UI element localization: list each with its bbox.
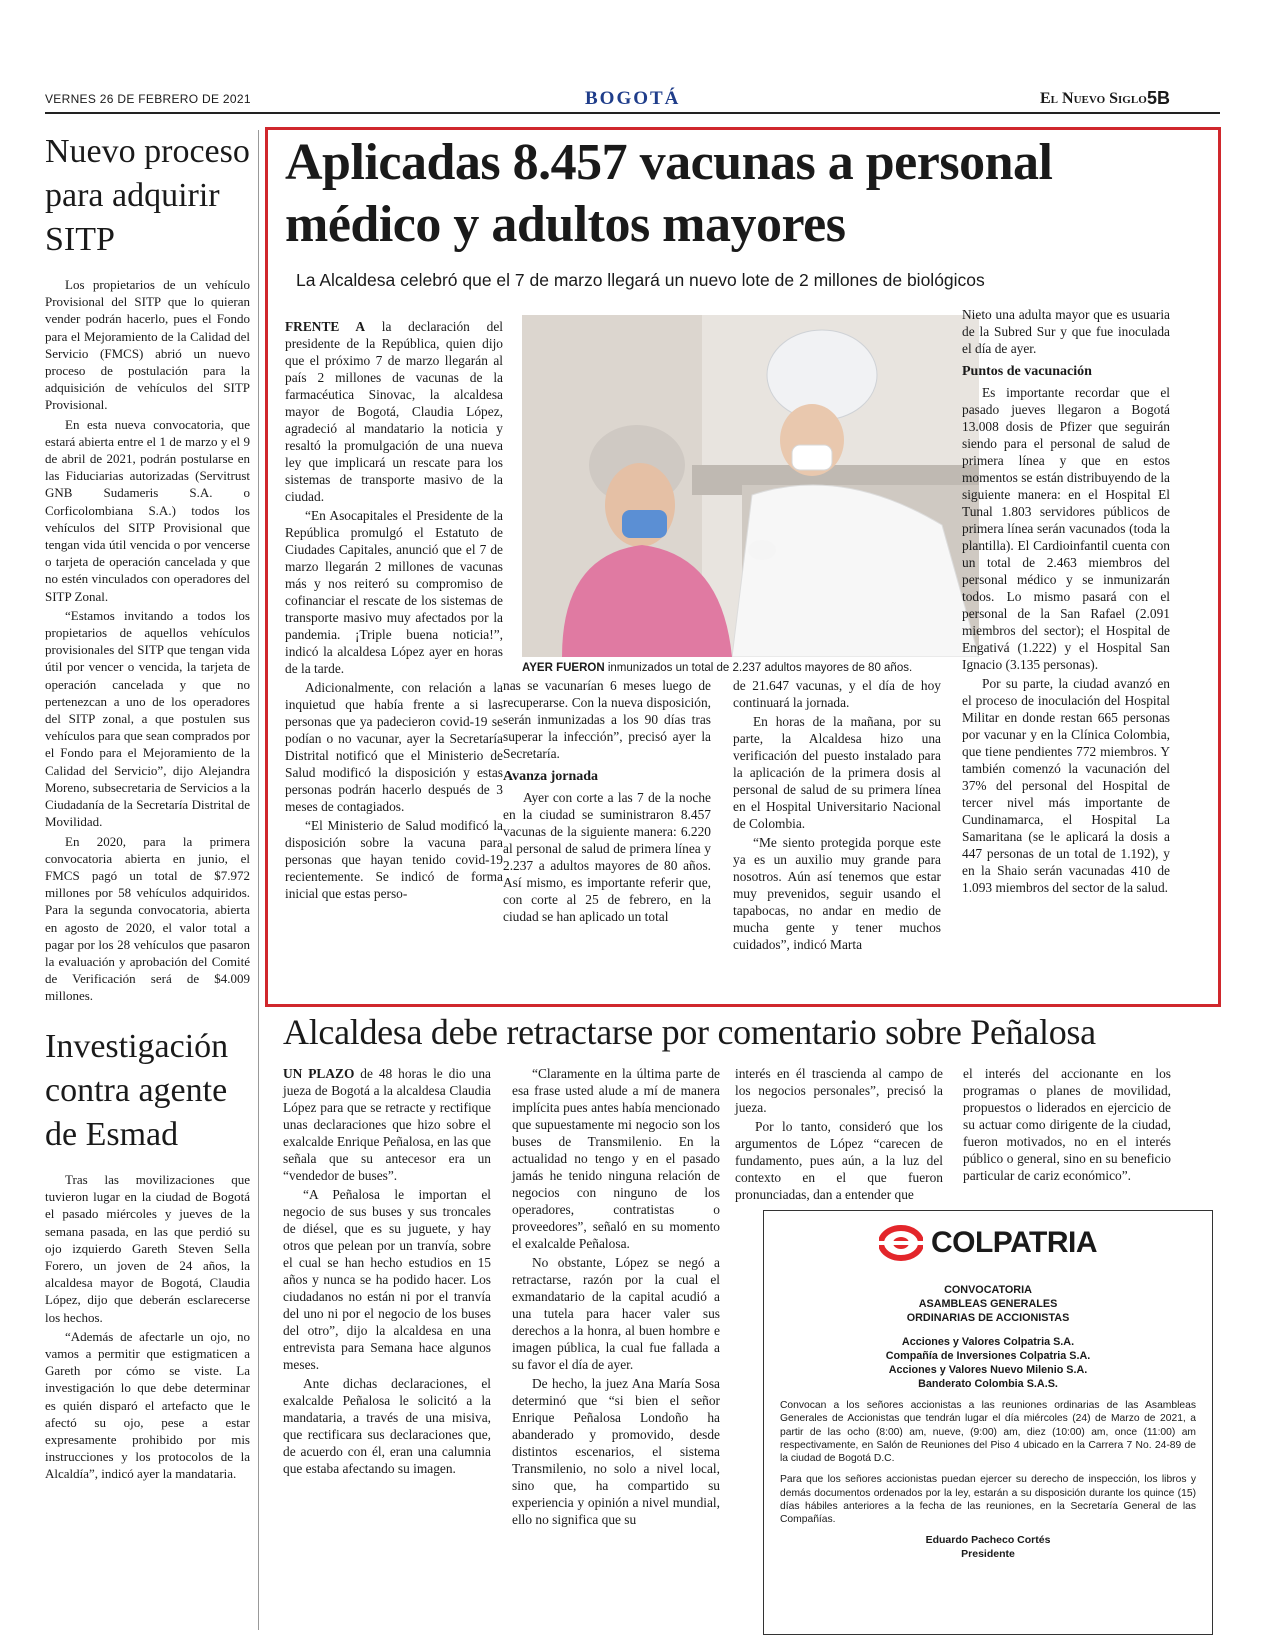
penalosa-lead: UN PLAZO: [283, 1066, 355, 1081]
esmad-title: Investigación contra agente de Esmad: [45, 1028, 229, 1153]
caption-text: inmunizados un total de 2.237 adultos mayores de 80 años.: [604, 662, 913, 674]
vaccine-paragraph: En horas de la mañana, por su parte, la Alcaldesa hizo una verificación del puesto instalado para la aplicación de la primera dosis al personal de salud de su primera línea en el Hospital Universitario Nacional de Colombia.: [733, 714, 941, 831]
ad-company: Compañía de Inversiones Colpatria S.A.: [885, 1350, 1091, 1362]
penalosa-paragraph: [283, 1065, 491, 1184]
vaccine-lead: FRENTE A: [285, 319, 365, 334]
ad-company: Acciones y Valores Colpatria S.A.: [901, 1336, 1075, 1348]
header-rule: [45, 112, 1220, 114]
penalosa-paragraph: “Claramente en la última parte de esa frase usted alude a mí de manera implícita pues antes había mencionado que supuestamente mi negocio son los buses de Transmilenio. En la actualidad no tengo y en el pasado jamás he tenido ninguna relación de negocios con ninguno de los operadores, contratistas o proveedores”, señaló en su momento el exalcalde Peñalosa.: [512, 1066, 720, 1251]
ad-signer: Eduardo Pacheco Cortés: [925, 1533, 1051, 1546]
penalosa-col-1: [283, 1065, 491, 1479]
penalosa-paragraph: el interés del accionante en los programas o planes de movilidad, propuestos o liderados en ejercicio de su actuar como dirigente de la ciudad, fueron motivados, no en el interés público o general, sino en su beneficio particular de cariz económico”.: [963, 1066, 1171, 1183]
sitp-title: Nuevo proceso para adquirir SITP: [45, 133, 250, 258]
vaccine-col-2: [503, 677, 711, 927]
penalosa-lead-text: de 48 horas le dio una jueza de Bogotá a la alcaldesa Claudia López para que se retracte y rectifique unas declaraciones que hizo sobre el exalcalde Enrique Peñalosa, en las que señala que su antecesor era un “vendedor de buses”.: [283, 1066, 491, 1183]
vaccine-paragraph: “El Ministerio de Salud modificó la disposición sobre la vacuna para personas que hayan tenido covid-19 recientemente. Se indicó de forma inicial que estas perso-: [285, 818, 503, 901]
ad-title-line: ORDINARIAS DE ACCIONISTAS: [906, 1312, 1070, 1324]
vaccine-paragraph: “En Asocapitales el Presidente de la República promulgó el Estatuto de Ciudades Capitales, anunció que el 7 de marzo llegarán 2 millones de vacunas más y nos reiteró su compromiso de cofinanciar el rescate de los sistemas de transporte masivo muy afectados por la pandemia. ¡Triple buena noticia!”, indicó la alcaldesa López ayer en horas de la tarde.: [285, 508, 503, 676]
sitp-paragraph: En esta nueva convocatoria, que estará abierta entre el 1 de marzo y el 9 de abril de 2021, podrán postularse en las Fiduciarias autorizadas (Servitrust GNB Sudameris S.A. o Corficolombiana S.A.) todos los vehículos del SITP Provisional que tengan vida útil vencida o por vencerse o tarjeta de operación cancelada y que no estén vinculados con operadores del SITP Zonal.: [45, 416, 250, 604]
issue-date: VERNES 26 DE FEBRERO DE 2021: [45, 92, 251, 106]
penalosa-col-4: [963, 1065, 1171, 1186]
ad-body-1: Convocan a los señores accionistas a las reuniones ordinarias de las Asambleas Generales de Accionistas que tendrán lugar el día miércoles (24) de Marzo de 2021, a partir de las ocho (8:00) am, nueve, (9:00) am, diez (10:00) am, once (11:00) am respectivamente, en Salón de Reuniones del Piso 4 ubicado en la Carrera 7 No. 24-89 de la ciudad de Bogotá D.C.: [780, 1400, 1196, 1465]
vaccine-subhead: La Alcaldesa celebró que el 7 de marzo llegará un nuevo lote de 2 millones de biológicos: [296, 270, 985, 290]
penalosa-paragraph: Ante dichas declaraciones, el exalcalde Peñalosa le solicitó a la mandataria, a través de una misiva, que rectificara sus declaraciones que, de acuerdo con él, eran una calumnia que estaba afectando su imagen.: [283, 1376, 491, 1476]
sitp-body: [45, 276, 250, 1005]
ad-body-2: Para que los señores accionistas puedan ejercer su derecho de inspección, los libros y demás documentos ordenados por la ley, estarán a su disposición durante los quince (15) días hábiles anteriores a la fecha de las reuniones, en la Secretaría General de las Compañías.: [780, 1474, 1196, 1526]
vaccination-photo: [522, 315, 979, 657]
ad-signer-role: Presidente: [961, 1547, 1015, 1560]
penalosa-paragraph: interés en él trascienda al campo de los negocios personales”, precisó la jueza.: [735, 1066, 943, 1115]
page-number: 5B: [1147, 88, 1171, 108]
vaccine-paragraph: Es importante recordar que el pasado jueves llegaron a Bogotá 13.008 dosis de Pfizer que seguirán siendo para el personal de salud de primera línea y que en estos momentos se están distribuyendo de la siguiente manera: en el Hospital El Tunal 1.803 servidores públicos de primera línea serán vacunados (toda la plantilla). El Cardioinfantil cuenta con un total de 2.463 miembros del personal médico y se inmunizarán todos. Lo mismo pasará con el personal de la San Rafael (2.091 miembros del sector); el Hospital de Engativá (1.222) y el Hospital San Ignacio (3.135 personas).: [962, 385, 1170, 672]
penalosa-paragraph: “A Peñalosa le importan el negocio de sus buses y sus troncales de diésel, que es su juguete, y hay otros que pelean por un tranvía, sobre el cual se han hecho estudios en 15 años y nunca se ha podido hacer. Los ciudadanos no están ni por el tranvía del uno ni por el negocio de los buses del otro”, dijo la alcaldesa en una entrevista para Semana hace algunos meses.: [283, 1187, 491, 1372]
ad-title: [764, 1283, 1212, 1325]
penalosa-paragraph: Por lo tanto, consideró que los argumentos de López “carecen de fundamento, pues aún, a la luz del contexto en el que fueron pronunciadas, dan a entender que: [735, 1119, 943, 1202]
section-title: BOGOTÁ: [585, 88, 681, 109]
vaccination-photo-illustration: [522, 315, 979, 657]
vaccine-paragraph: nas se vacunarían 6 meses luego de recuperarse. Con la nueva disposición, serán inmunizadas a los 90 días tras superar la infección”, precisó ayer la Secretaría.: [503, 678, 711, 761]
ad-company: Banderato Colombia S.A.S.: [918, 1378, 1058, 1390]
newspaper-name: El Nuevo Siglo: [1040, 90, 1147, 107]
vaccine-paragraph: Ayer con corte a las 7 de la noche en la ciudad se suministraron 8.457 vacunas de la siguiente manera: 6.220 al personal de salud de primera línea y 2.237 a adultos mayores de 80 años. Así mismo, es importante referir que, con corte al 25 de febrero, en la ciudad se han aplicado un total: [503, 790, 711, 924]
penalosa-col-2: [512, 1065, 720, 1530]
vaccine-lead-text: la declaración del presidente de la República, quien dijo que el próximo 7 de marzo llegarán al país 2 millones de vacunas de la farmacéutica Sinovac, la alcaldesa mayor de Bogotá, Claudia López, agradeció al mandatario la noticia y resaltó la promulgación de una nueva ley que implicará un rescate para los sistemas de transporte masivo de la ciudad.: [285, 319, 503, 504]
esmad-paragraph: “Además de afectarle un ojo, no vamos a permitir que estigmaticen a Gareth por cómo se viste. La investigación lo que debe determinar es quién disparó el artefacto que le afectó su ojo, pese a estar expresamente prohibido por mis instrucciones y los protocolos de la Alcaldía”, indicó ayer la mandataria.: [45, 1328, 250, 1482]
ad-title-line: CONVOCATORIA: [944, 1284, 1032, 1296]
vaccine-paragraph: [285, 318, 503, 505]
colpatria-swirl-icon: [879, 1225, 923, 1261]
photo-caption: [522, 662, 982, 674]
vaccine-subtitle: Puntos de vacunación: [962, 364, 1092, 379]
vaccine-paragraph: de 21.647 vacunas, y el día de hoy continuará la jornada.: [733, 678, 941, 710]
penalosa-paragraph: De hecho, la juez Ana María Sosa determinó que “si bien el señor Enrique Peñalosa Londoño ha abanderado y promovido, desde distintos escenarios, el sistema Transmilenio, no solo a nivel local, sino que, ha compartido su experiencia y opinión a nivel mundial, ello no significa que su: [512, 1376, 720, 1527]
vaccine-paragraph: “Me siento protegida porque este ya es un auxilio muy grande para nosotros. Aún así tenemos que estar muy prevenidos, seguir usando el tapabocas, no andar en medio de mucha gente y tener muchos cuidados”, indicó Marta: [733, 835, 941, 952]
vaccine-subtitle: Avanza jornada: [503, 769, 599, 784]
vaccine-paragraph: Adicionalmente, con relación a la inquietud que había frente a si las personas que ya padecieron covid-19 se podían o no vacunar, ayer la Secretaría Distrital notificó que el Ministerio de Salud modificó la disposición y estas personas podrán hacerlo después de 3 meses de contagiados.: [285, 680, 503, 814]
sitp-paragraph: Los propietarios de un vehículo Provisional del SITP que lo quieran vender podrán hacerlo, pues el Fondo para el Mejoramiento de la Calidad del Servicio (FMCS) abrió un nuevo proceso de postulación para la adquisición de vehículos del SITP Provisional.: [45, 277, 250, 413]
vaccine-headline: Aplicadas 8.457 vacunas a personal médico y adultos mayores: [285, 134, 1053, 253]
sitp-paragraph: En 2020, para la primera convocatoria abierta en junio, el FMCS pagó un total de $7.972 millones por 58 vehículos adquiridos. Para la segunda convocatoria, abierta en agosto de 2020, el valor total a pagar por los 28 vehículos que pasaron la evaluación y aprobación del Comité de Verificación será de $4.009 millones.: [45, 833, 250, 1004]
penalosa-headline: Alcaldesa debe retractarse por comentario sobre Peñalosa: [283, 1012, 1096, 1052]
ad-company: Acciones y Valores Nuevo Milenio S.A.: [888, 1364, 1088, 1376]
colpatria-brand: COLPATRIA: [930, 1226, 1098, 1259]
colpatria-ad: [763, 1210, 1213, 1635]
vaccine-paragraph: Nieto una adulta mayor que es usuaria de la Subred Sur y que fue inoculada el día de ayer.: [962, 307, 1170, 356]
colpatria-logo: [764, 1225, 1212, 1261]
column-divider: [258, 130, 259, 1630]
sitp-paragraph: “Estamos invitando a todos los propietarios de aquellos vehículos provisionales del SITP que tengan vida útil por vencer o vencida, la tarjeta de operación cancelada y que no pertenezcan a uno de los operadores del SITP zonal, a que postulen sus vehículos para que sean comprados por el Fondo para el Mejoramiento de la Calidad del Servicio”, dijo Alejandra Moreno, subsecretaria de Servicios a la Ciudadanía de la Secretaría Distrital de Movilidad.: [45, 607, 250, 830]
penalosa-paragraph: No obstante, López se negó a retractarse, razón por la cual el exmandatario de la capital acudió a una tutela para hacer valer sus derechos a la honra, al buen hombre e imagen pública, la cual fue fallada a su favor el día de ayer.: [512, 1255, 720, 1372]
vaccine-col-4: [962, 306, 1170, 898]
vaccine-paragraph: Por su parte, la ciudad avanzó en el proceso de inoculación del Hospital Militar en donde restan 665 personas por vacunar y en la Clínica Colombia, que tiene pendientes 772 miembros. Y también comenzó la vacunación del 37% del personal del Hospital de tercer nivel más importante de Cundinamarca, el Hospital La Samaritana (se le aplicará la dosis a 447 personas de un total de 1.192), y en la Shaio serán vacunadas 410 de 1.093 miembros del sector de la salud.: [962, 676, 1170, 895]
esmad-paragraph: Tras las movilizaciones que tuvieron lugar en la ciudad de Bogotá el pasado miércoles y jueves de la semana pasada, en las que perdió su ojo izquierdo Gareth Steven Sella Forero, un joven de 24 años, la alcaldesa mayor de Bogotá, Claudia López, dijo que deberán esclarecerse los hechos.: [45, 1172, 250, 1325]
caption-lead: AYER FUERON: [522, 662, 605, 674]
sitp-article: [45, 130, 250, 1007]
esmad-body: [45, 1171, 250, 1483]
ad-title-line: ASAMBLEAS GENERALES: [918, 1298, 1058, 1310]
esmad-article: [45, 1025, 250, 1485]
vaccine-col-1: [285, 318, 503, 904]
ad-companies: [764, 1335, 1212, 1391]
penalosa-col-3: [735, 1065, 943, 1205]
vaccine-col-3: [733, 677, 941, 955]
